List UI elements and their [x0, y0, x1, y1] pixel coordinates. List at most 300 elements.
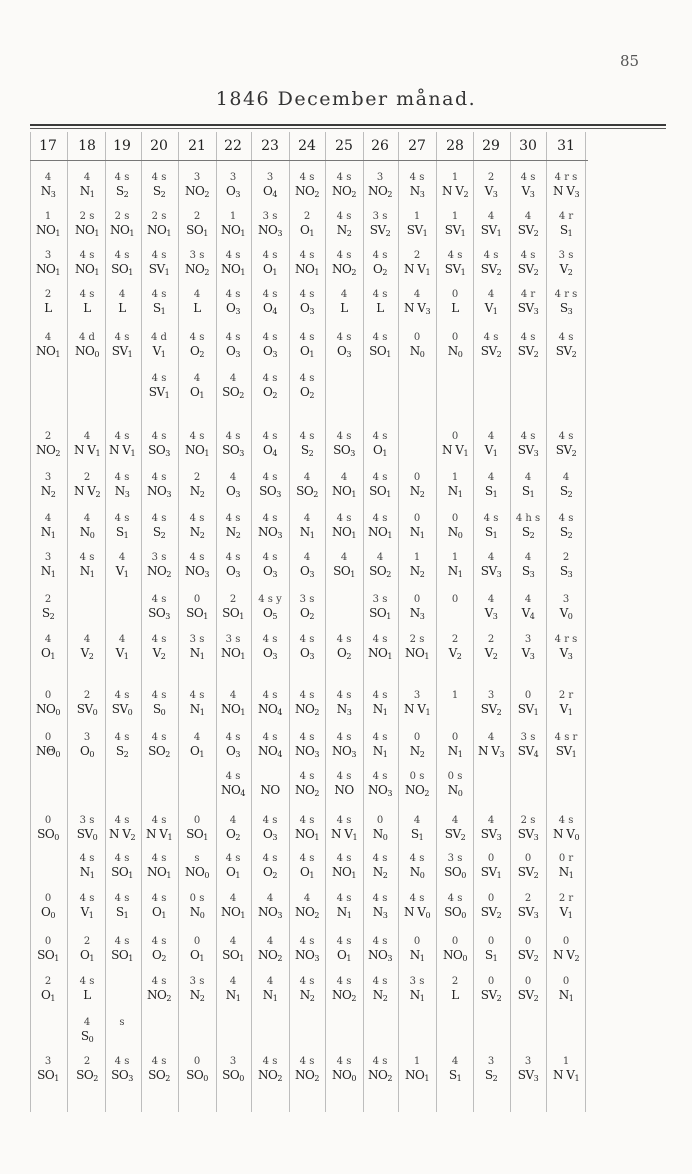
- wind-direction: $NO_1$: [405, 646, 429, 661]
- wind-direction: $NO_0$: [75, 344, 99, 359]
- observation-cell: [103, 691, 141, 715]
- wind-direction: $O_3$: [226, 184, 240, 199]
- wind-direction: $NO_3$: [147, 484, 171, 499]
- observation-cell: [325, 173, 363, 197]
- cloud-value: 4: [376, 552, 384, 563]
- wind-direction: $N_1$: [262, 988, 278, 1003]
- observation-cell: [472, 1057, 510, 1081]
- cloud-value: 4 s: [189, 332, 205, 343]
- observation-cell: [140, 251, 178, 275]
- cloud-value: 3: [83, 732, 91, 743]
- observation-cell: [325, 635, 363, 659]
- observation-cell: [398, 854, 436, 878]
- wind-direction: $O_2$: [263, 385, 277, 400]
- wind-direction: $NO_1$: [147, 865, 171, 880]
- cloud-value: 0 s: [189, 893, 205, 904]
- observation-cell: [325, 432, 363, 456]
- wind-direction: $O_2$: [337, 646, 351, 661]
- wind-direction: $NO_2$: [332, 184, 356, 199]
- observation-cell: [547, 894, 585, 918]
- wind-direction: $V_1$: [559, 905, 573, 920]
- observation-cell: [361, 473, 399, 497]
- wind-direction: $N_1$: [409, 948, 425, 963]
- cloud-value: 2: [44, 594, 52, 605]
- column-divider: [585, 132, 586, 1112]
- observation-cell: [436, 595, 474, 607]
- observation-cell: [288, 733, 326, 757]
- wind-direction: $SO_0$: [37, 827, 59, 842]
- wind-direction: $NO_3$: [295, 948, 319, 963]
- cloud-value: 3: [266, 172, 274, 183]
- observation-cell: [178, 937, 216, 961]
- observation-cell: [361, 432, 399, 456]
- observation-cell: [178, 251, 216, 275]
- observation-cell: [472, 691, 510, 715]
- wind-direction: $O_1$: [300, 344, 314, 359]
- wind-direction: $N_3$: [336, 702, 352, 717]
- observation-cell: [251, 173, 289, 197]
- observation-cell: [398, 816, 436, 840]
- wind-direction: $SV_3$: [517, 905, 539, 920]
- wind-direction: $O_1$: [80, 948, 94, 963]
- observation-cell: [178, 290, 216, 314]
- observation-cell: [436, 691, 474, 703]
- wind-direction: $NO_1$: [221, 702, 245, 717]
- wind-direction: $V_1$: [115, 564, 129, 579]
- observation-cell: [251, 894, 289, 918]
- wind-direction: $SO_0$: [222, 1068, 244, 1083]
- cloud-value: 4: [487, 431, 495, 442]
- cloud-value: 4 s: [299, 289, 315, 300]
- wind-direction: $S_2$: [521, 525, 535, 540]
- cloud-value: 2: [562, 552, 570, 563]
- wind-direction: $NO_0$: [332, 1068, 356, 1083]
- column-divider: [510, 132, 511, 1112]
- observation-cell: [103, 514, 141, 538]
- wind-direction: $S_2$: [115, 184, 129, 199]
- wind-direction: $NO_4$: [258, 744, 282, 759]
- wind-direction: L: [193, 301, 201, 315]
- cloud-value: 4 s: [151, 634, 167, 645]
- wind-direction: $O_2$: [152, 948, 166, 963]
- observation-cell: [251, 816, 289, 840]
- wind-direction: $NO_0$: [443, 948, 467, 963]
- cloud-value: 4 s: [336, 815, 352, 826]
- cloud-value: 4 s: [409, 172, 425, 183]
- wind-direction: $N_2$: [189, 484, 205, 499]
- wind-direction: L: [83, 301, 91, 315]
- observation-cell: [509, 691, 547, 715]
- observation-cell: [509, 635, 547, 659]
- cloud-value: 4: [487, 732, 495, 743]
- wind-direction: $N_2$: [409, 564, 425, 579]
- wind-direction: $S_3$: [559, 564, 573, 579]
- wind-direction: $V_2$: [152, 646, 166, 661]
- observation-cell: [398, 595, 436, 619]
- wind-direction: $O_1$: [337, 948, 351, 963]
- observation-cell: [509, 473, 547, 497]
- cloud-value: 0: [44, 732, 52, 743]
- cloud-value: 4 s: [114, 732, 130, 743]
- cloud-value: 4 s: [336, 976, 352, 987]
- wind-direction: $S_2$: [559, 525, 573, 540]
- cloud-value: 4 s: [79, 250, 95, 261]
- cloud-value: 0 s: [447, 771, 463, 782]
- cloud-value: 0: [487, 936, 495, 947]
- observation-cell: [251, 635, 289, 659]
- cloud-value: 4 s: [558, 431, 574, 442]
- cloud-value: 4 s: [262, 332, 278, 343]
- cloud-value: 4 s: [114, 431, 130, 442]
- cloud-value: 0: [487, 976, 495, 987]
- observation-cell: [251, 1057, 289, 1081]
- column-divider: [473, 132, 474, 1112]
- cloud-value: 4 s: [151, 289, 167, 300]
- observation-cell: [325, 251, 363, 275]
- wind-direction: $NO_1$: [295, 262, 319, 277]
- wind-direction: $N_1$: [79, 564, 95, 579]
- wind-direction: $S_1$: [115, 525, 129, 540]
- cloud-value: 4 s: [151, 1056, 167, 1067]
- column-divider: [141, 132, 142, 1112]
- wind-direction: N $V_2$: [73, 484, 101, 499]
- wind-direction: N $V_1$: [73, 443, 101, 458]
- wind-direction: NO: [260, 783, 280, 797]
- cloud-value: 0: [524, 936, 532, 947]
- observation-cell: [178, 173, 216, 197]
- wind-direction: $V_2$: [484, 646, 498, 661]
- observation-cell: [178, 977, 216, 1001]
- cloud-value: 4 s: [336, 732, 352, 743]
- wind-direction: $N_1$: [558, 865, 574, 880]
- wind-direction: $N_3$: [409, 184, 425, 199]
- cloud-value: 4: [83, 513, 91, 524]
- wind-direction: $NO_1$: [368, 646, 392, 661]
- wind-direction: $SO_1$: [186, 223, 208, 238]
- wind-direction: $SO_2$: [148, 744, 170, 759]
- observation-cell: [288, 937, 326, 961]
- wind-direction: $SV_2$: [480, 344, 502, 359]
- observation-cell: [178, 894, 216, 918]
- cloud-value: 3: [487, 690, 495, 701]
- observation-cell: [547, 473, 585, 497]
- observation-cell: [547, 251, 585, 275]
- cloud-value: 4: [487, 552, 495, 563]
- observation-cell: [472, 251, 510, 275]
- cloud-value: 4: [524, 472, 532, 483]
- wind-direction: $NO_0$: [36, 702, 60, 717]
- observation-cell: [325, 977, 363, 1001]
- cloud-value: 4 d: [151, 332, 167, 343]
- cloud-value: 2 r: [558, 690, 574, 701]
- wind-direction: $N_0$: [447, 525, 463, 540]
- wind-direction: $SO_2$: [222, 385, 244, 400]
- observation-cell: [214, 854, 252, 878]
- cloud-value: 2: [413, 250, 421, 261]
- cloud-value: 4 s: [79, 552, 95, 563]
- wind-direction: $NO_3$: [185, 564, 209, 579]
- wind-direction: $SO_3$: [111, 1068, 133, 1083]
- observation-cell: [178, 333, 216, 357]
- wind-direction: $SO_3$: [148, 606, 170, 621]
- observation-cell: [436, 473, 474, 497]
- day-header: 25: [335, 138, 353, 154]
- wind-direction: $SV_4$: [517, 744, 539, 759]
- wind-direction: $NO_2$: [258, 948, 282, 963]
- observation-cell: [325, 333, 363, 357]
- observation-cell: [472, 333, 510, 357]
- cloud-value: 4 s: [151, 472, 167, 483]
- wind-direction: $NO_3$: [368, 783, 392, 798]
- cloud-value: 4 s: [336, 936, 352, 947]
- wind-direction: $O_1$: [226, 865, 240, 880]
- observation-cell: [103, 1018, 141, 1030]
- wind-direction: $NO_2$: [368, 184, 392, 199]
- wind-direction: $O_1$: [190, 744, 204, 759]
- cloud-value: 4 s: [225, 289, 241, 300]
- cloud-value: 4: [118, 552, 126, 563]
- observation-cell: [472, 432, 510, 456]
- cloud-value: 4 s: [372, 690, 388, 701]
- cloud-value: 2: [44, 289, 52, 300]
- observation-cell: [547, 733, 585, 757]
- observation-cell: [140, 733, 178, 757]
- cloud-value: 0: [451, 513, 459, 524]
- wind-direction: $N_2$: [225, 525, 241, 540]
- observation-cell: [251, 553, 289, 577]
- wind-direction: $NO_1$: [36, 344, 60, 359]
- observation-cell: [214, 251, 252, 275]
- cloud-value: 0: [413, 472, 421, 483]
- wind-direction: $V_2$: [448, 646, 462, 661]
- wind-direction: $SO_1$: [186, 827, 208, 842]
- wind-direction: $NO_0$: [185, 865, 209, 880]
- wind-direction: $SV_0$: [76, 827, 98, 842]
- observation-cell: [547, 595, 585, 619]
- cloud-value: 4 s: [114, 332, 130, 343]
- cloud-value: 4 s: [189, 431, 205, 442]
- observation-cell: [472, 290, 510, 314]
- observation-cell: [29, 977, 67, 1001]
- cloud-value: 0: [562, 936, 570, 947]
- cloud-value: 4 s: [79, 853, 95, 864]
- observation-cell: [288, 251, 326, 275]
- cloud-value: 4 s: [336, 250, 352, 261]
- day-header: 19: [113, 138, 131, 154]
- cloud-value: 3: [413, 690, 421, 701]
- observation-cell: [361, 251, 399, 275]
- column-divider: [30, 132, 31, 1112]
- wind-direction: $NO_2$: [295, 905, 319, 920]
- observation-cell: [398, 635, 436, 659]
- observation-cell: [68, 212, 106, 236]
- cloud-value: 3 s: [447, 853, 463, 864]
- wind-direction: L: [44, 301, 52, 315]
- observation-cell: [29, 251, 67, 275]
- observation-cell: [288, 595, 326, 619]
- observation-cell: [68, 333, 106, 357]
- observation-cell: [29, 473, 67, 497]
- cloud-value: 0: [451, 936, 459, 947]
- observation-cell: [288, 854, 326, 878]
- wind-direction: $SO_1$: [111, 865, 133, 880]
- observation-cell: [178, 432, 216, 456]
- observation-cell: [103, 290, 141, 314]
- observation-cell: [398, 553, 436, 577]
- observation-cell: [140, 553, 178, 577]
- observation-cell: [547, 635, 585, 659]
- wind-direction: $O_1$: [190, 385, 204, 400]
- wind-direction: $S_2$: [41, 606, 55, 621]
- wind-direction: $S_1$: [484, 948, 498, 963]
- cloud-value: 4: [118, 289, 126, 300]
- wind-direction: $N_1$: [372, 744, 388, 759]
- observation-cell: [251, 432, 289, 456]
- wind-direction: $NO_1$: [36, 262, 60, 277]
- wind-direction: $NO_2$: [295, 783, 319, 798]
- wind-direction: $NO_2$: [332, 262, 356, 277]
- wind-direction: N $V_1$: [403, 262, 431, 277]
- observation-cell: [103, 894, 141, 918]
- day-header: 18: [78, 138, 96, 154]
- cloud-value: 4 s: [151, 373, 167, 384]
- observation-cell: [103, 473, 141, 497]
- cloud-value: 4 s: [299, 431, 315, 442]
- cloud-value: 4 s: [299, 976, 315, 987]
- wind-direction: $O_1$: [41, 988, 55, 1003]
- cloud-value: 4 s: [336, 513, 352, 524]
- cloud-value: 4 s: [114, 472, 130, 483]
- observation-cell: [178, 854, 216, 878]
- observation-cell: [509, 854, 547, 878]
- wind-direction: $N_2$: [409, 744, 425, 759]
- observation-cell: [68, 553, 106, 577]
- observation-cell: [325, 691, 363, 715]
- observation-cell: [29, 514, 67, 538]
- wind-direction: $SO_1$: [369, 606, 391, 621]
- wind-direction: $SV_2$: [555, 443, 577, 458]
- cloud-value: 3 s: [299, 594, 315, 605]
- cloud-value: 2: [193, 472, 201, 483]
- observation-cell: [398, 251, 436, 275]
- wind-direction: $SV_1$: [406, 223, 428, 238]
- observation-cell: [361, 595, 399, 619]
- cloud-value: 4 s: [262, 815, 278, 826]
- wind-direction: $NO_3$: [258, 905, 282, 920]
- observation-cell: [29, 173, 67, 197]
- observation-cell: [436, 977, 474, 1001]
- header-bottom-rule: [30, 160, 588, 161]
- column-divider: [178, 132, 179, 1112]
- observation-cell: [472, 212, 510, 236]
- cloud-value: 4 s: [262, 472, 278, 483]
- observation-cell: [361, 1057, 399, 1081]
- observation-cell: [103, 635, 141, 659]
- cloud-value: 4 s: [372, 634, 388, 645]
- cloud-value: 4: [83, 172, 91, 183]
- wind-direction: $O_2$: [300, 385, 314, 400]
- observation-cell: [325, 290, 363, 314]
- wind-direction: $SV_1$: [517, 702, 539, 717]
- wind-direction: $SO_1$: [333, 564, 355, 579]
- wind-direction: $S_0$: [80, 1029, 94, 1044]
- wind-direction: N $V_0$: [552, 827, 580, 842]
- observation-cell: [472, 553, 510, 577]
- observation-cell: [436, 733, 474, 757]
- wind-direction: $NO_2$: [405, 783, 429, 798]
- wind-direction: $NO_1$: [221, 262, 245, 277]
- day-header: 20: [150, 138, 168, 154]
- observation-cell: [436, 251, 474, 275]
- observation-cell: [29, 691, 67, 715]
- wind-direction: $NO_1$: [75, 262, 99, 277]
- wind-direction: $NO_2$: [147, 988, 171, 1003]
- cloud-value: 0: [44, 690, 52, 701]
- observation-cell: [140, 977, 178, 1001]
- wind-direction: $SO_3$: [259, 484, 281, 499]
- cloud-value: 0: [413, 513, 421, 524]
- wind-direction: $O_1$: [263, 262, 277, 277]
- cloud-value: 1: [451, 472, 459, 483]
- cloud-value: 4 s: [372, 472, 388, 483]
- cloud-value: 4 s: [151, 513, 167, 524]
- observation-cell: [547, 1057, 585, 1081]
- wind-direction: $N_0$: [409, 865, 425, 880]
- cloud-value: 3 s: [520, 732, 536, 743]
- wind-direction: $N_2$: [409, 484, 425, 499]
- wind-direction: $NO_2$: [368, 1068, 392, 1083]
- cloud-value: 0: [524, 690, 532, 701]
- wind-direction: $N_2$: [189, 988, 205, 1003]
- cloud-value: 4: [303, 893, 311, 904]
- cloud-value: 4 r s: [554, 172, 578, 183]
- wind-direction: $NO_3$: [332, 744, 356, 759]
- wind-direction: $NO_2$: [332, 988, 356, 1003]
- day-header: 22: [224, 138, 242, 154]
- cloud-value: 0: [376, 815, 384, 826]
- observation-cell: [325, 553, 363, 577]
- observation-cell: [547, 432, 585, 456]
- cloud-value: 3 s: [558, 250, 574, 261]
- column-divider: [251, 132, 252, 1112]
- observation-cell: [509, 212, 547, 236]
- wind-direction: $V_3$: [521, 184, 535, 199]
- wind-direction: $N_0$: [447, 344, 463, 359]
- cloud-value: 2 s: [151, 211, 167, 222]
- observation-cell: [398, 691, 436, 715]
- cloud-value: 4 s: [336, 634, 352, 645]
- observation-cell: [251, 212, 289, 236]
- wind-direction: $V_1$: [484, 301, 498, 316]
- wind-direction: $O_3$: [263, 827, 277, 842]
- wind-direction: $S_1$: [484, 525, 498, 540]
- observation-cell: [288, 553, 326, 577]
- cloud-value: 2 s: [114, 211, 130, 222]
- wind-direction: $S_2$: [484, 1068, 498, 1083]
- observation-cell: [361, 733, 399, 757]
- cloud-value: 2: [229, 594, 237, 605]
- wind-direction: $SO_1$: [37, 948, 59, 963]
- cloud-value: 4 s: [114, 936, 130, 947]
- observation-cell: [251, 733, 289, 757]
- wind-direction: $N_1$: [79, 865, 95, 880]
- day-header: 26: [371, 138, 389, 154]
- cloud-value: 0: [413, 936, 421, 947]
- observation-cell: [436, 212, 474, 236]
- observation-cell: [509, 977, 547, 1001]
- observation-cell: [472, 816, 510, 840]
- observation-cell: [288, 816, 326, 840]
